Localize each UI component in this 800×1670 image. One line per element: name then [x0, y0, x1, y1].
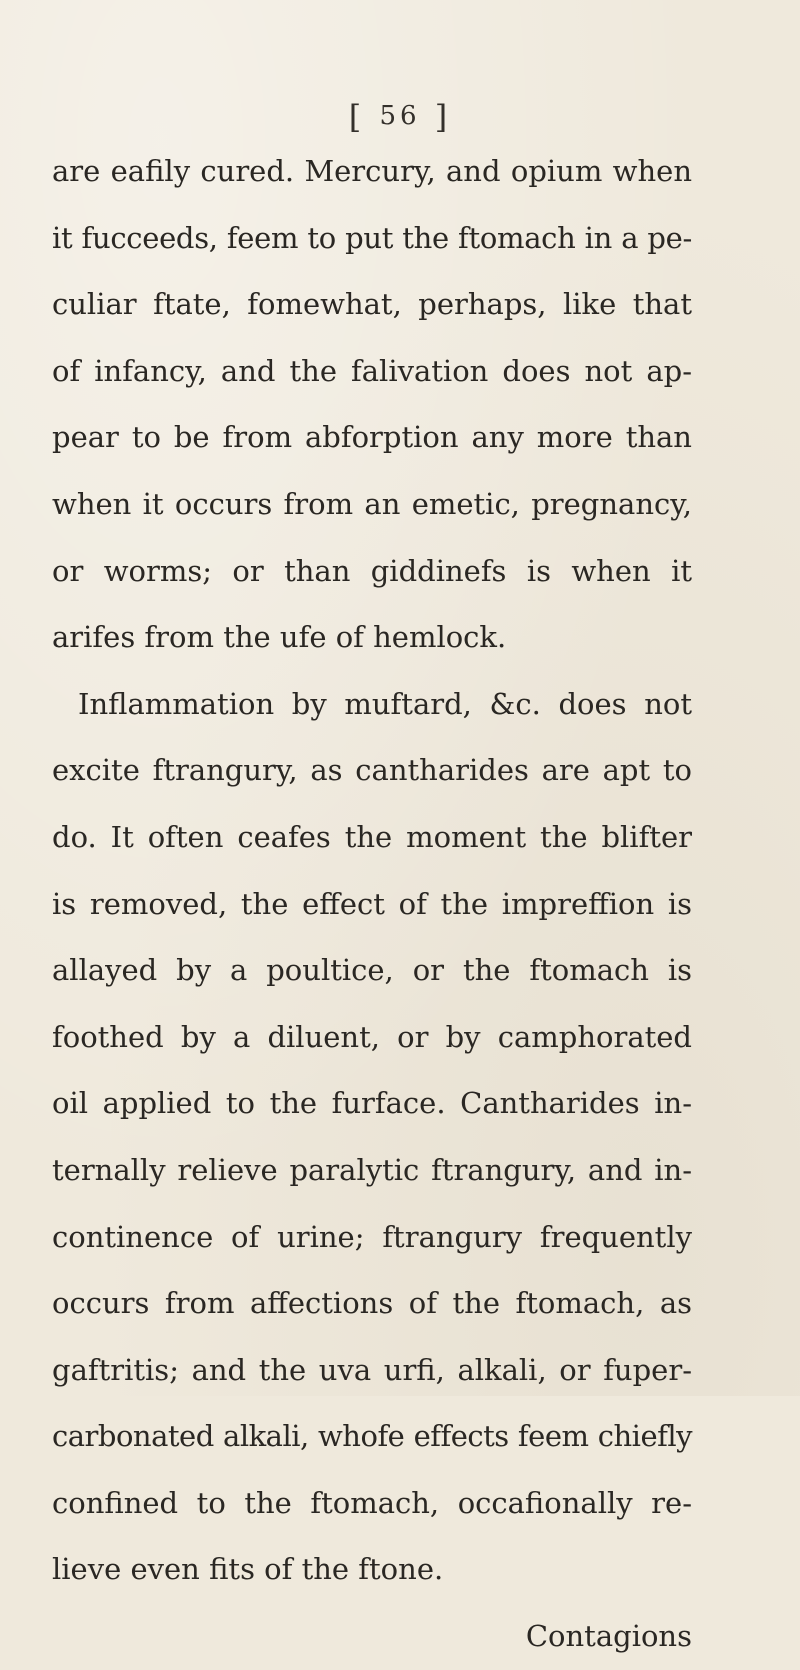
- text-line: do. It often ceafes the moment the blifter: [52, 819, 692, 854]
- text-line: gaftritis; and the uva urfi, alkali, or fuper-: [52, 1352, 692, 1387]
- text-line: or worms; or than giddinefs is when it: [52, 553, 692, 588]
- text-line: continence of urine; ftrangury frequently: [52, 1219, 692, 1254]
- text-line: culiar ftate, fomewhat, perhaps, like that: [52, 287, 692, 322]
- page-number: [0, 98, 800, 136]
- text-line: when it occurs from an emetic, pregnancy,: [52, 486, 692, 521]
- text-line: confined to the ftomach, occafionally re-: [52, 1485, 692, 1520]
- catchword: Contagions: [525, 1619, 692, 1654]
- page-number-value: 56: [379, 101, 421, 131]
- text-line-paragraph-start: Inflammation by muftard, &c. does not: [78, 686, 692, 721]
- text-line: occurs from affections of the ftomach, as: [52, 1286, 692, 1321]
- page-number-open-bracket: [: [348, 98, 366, 136]
- text-line: foothed by a diluent, or by camphorated: [52, 1019, 692, 1054]
- text-line-paragraph-end: arifes from the ufe of hemlock.: [52, 620, 507, 655]
- text-line: pear to be from abforption any more than: [52, 420, 692, 455]
- text-line: it fucceeds, feem to put the ftomach in a pe-: [52, 220, 692, 255]
- text-line: of infancy, and the falivation does not ap-: [52, 353, 692, 388]
- text-line: is removed, the effect of the impreffion is: [52, 886, 692, 921]
- text-line: excite ftrangury, as cantharides are apt to: [52, 753, 692, 788]
- page-number-close-bracket: ]: [434, 98, 452, 136]
- body-text: [52, 138, 692, 1670]
- text-line: allayed by a poultice, or the ftomach is: [52, 953, 692, 988]
- text-line: ternally relieve paralytic ftrangury, and in-: [52, 1152, 692, 1187]
- text-line: carbonated alkali, whofe effects feem chiefly: [52, 1419, 692, 1454]
- text-line-paragraph-end: lieve even fits of the ftone.: [52, 1552, 444, 1587]
- text-line: oil applied to the furface. Cantharides in-: [52, 1086, 692, 1121]
- text-line: are eafily cured. Mercury, and opium when: [52, 154, 692, 188]
